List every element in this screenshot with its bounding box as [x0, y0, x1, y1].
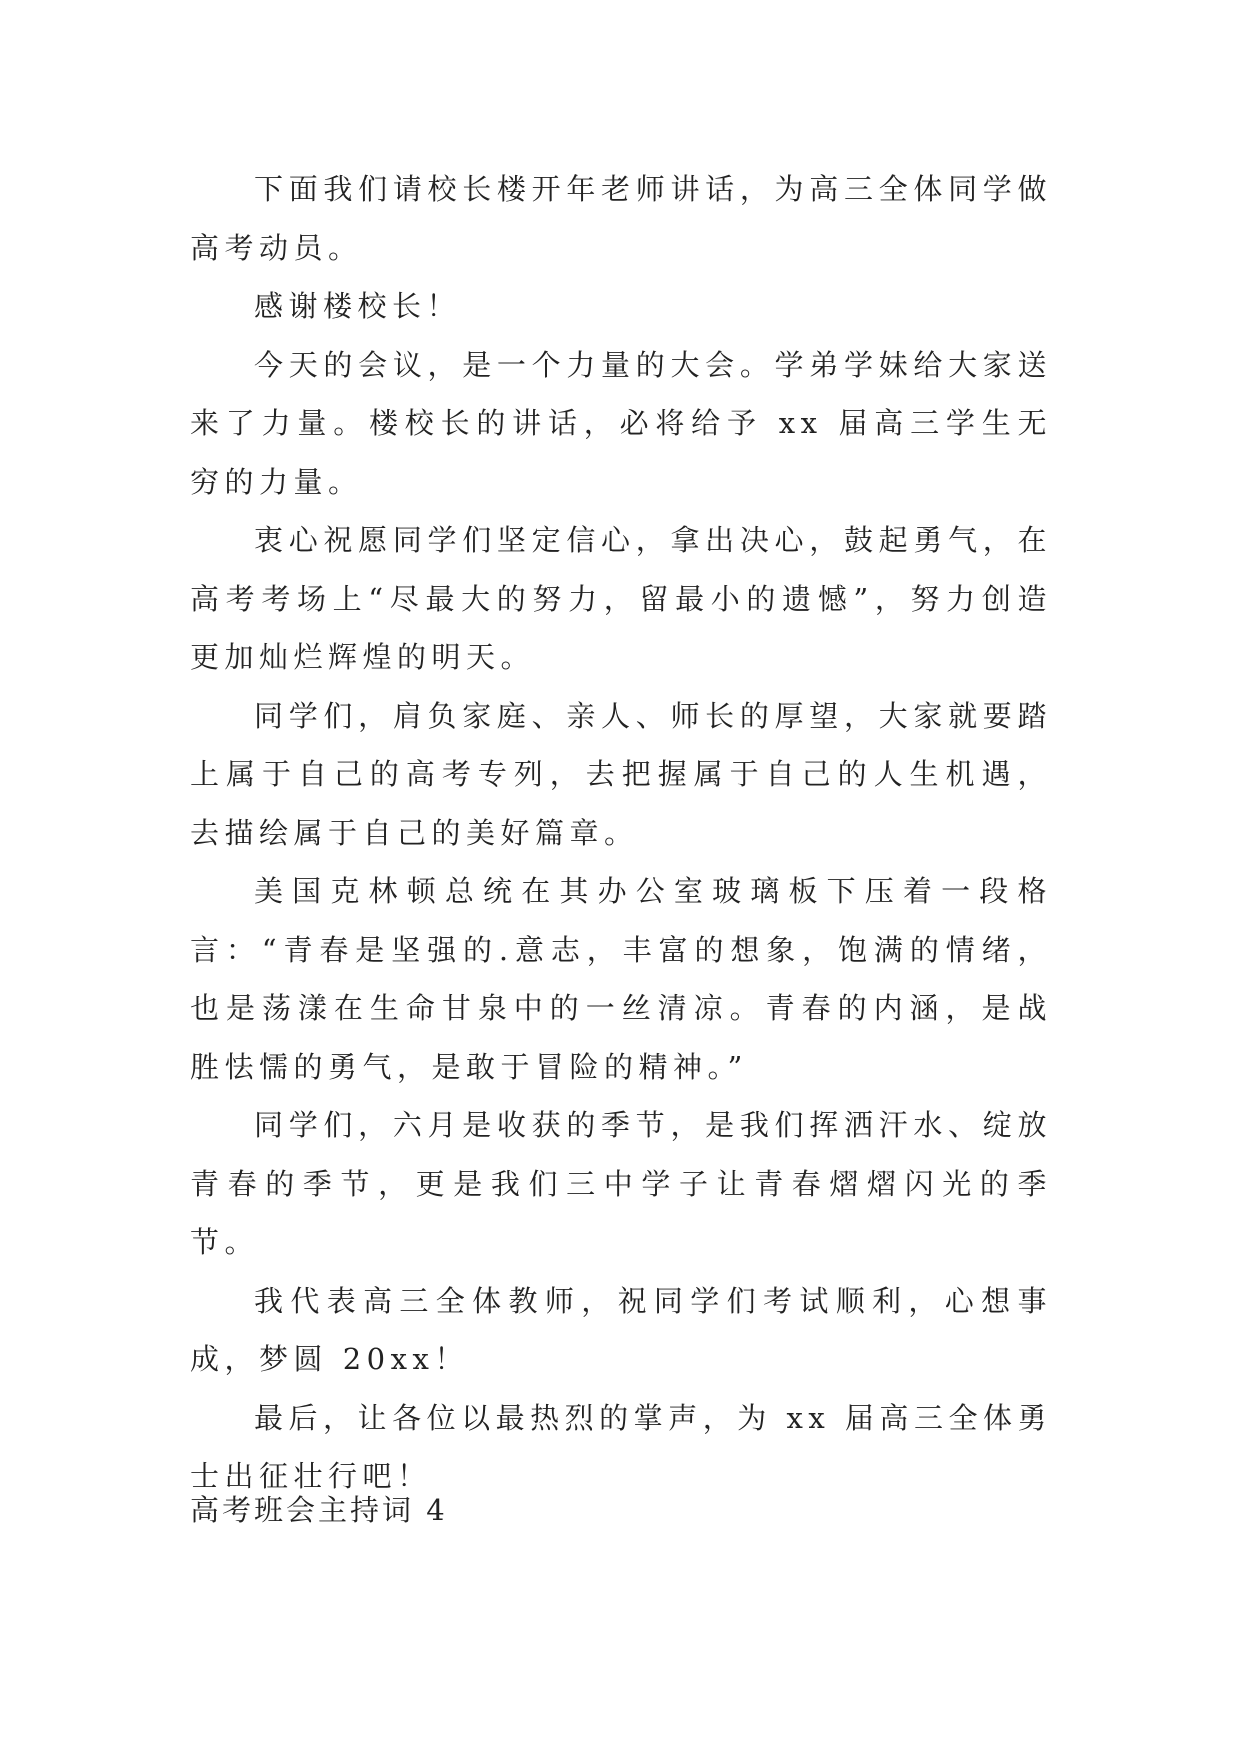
- paragraph-closing: 最后，让各位以最热烈的掌声，为 xx 届高三全体勇士出征壮行吧！: [190, 1400, 1052, 1493]
- document-body: [190, 160, 1052, 1506]
- paragraph-expectations: 同学们，肩负家庭、亲人、师长的厚望，大家就要踏上属于自己的高考专列，去把握属于自己的人生机遇，去描绘属于自己的美好篇章。: [190, 698, 1052, 850]
- section-title: 高考班会主持词 4: [190, 1493, 448, 1527]
- paragraph-june-season: 同学们，六月是收获的季节，是我们挥洒汗水、绽放青春的季节，更是我们三中学子让青春熠熠闪光的季节。: [190, 1108, 1052, 1259]
- paragraph-wishes: 衷心祝愿同学们坚定信心，拿出决心，鼓起勇气，在高考考场上“尽最大的努力，留最小的遗憾”，努力创造更加灿烂辉煌的明天。: [190, 523, 1052, 674]
- paragraph-speech-invitation: 下面我们请校长楼开年老师讲话，为高三全体同学做高考动员。: [190, 172, 1052, 265]
- paragraph-blessing: 我代表高三全体教师，祝同学们考试顺利，心想事成，梦圆 20xx！: [190, 1283, 1052, 1376]
- paragraph-thanks: 感谢楼校长！: [254, 289, 462, 323]
- paragraph-quote: 美国克林顿总统在其办公室玻璃板下压着一段格言：“青春是坚强的.意志，丰富的想象，饱满的情绪，也是荡漾在生命甘泉中的一丝清凉。青春的内涵，是战胜怯懦的勇气，是敢于冒险的精神。”: [190, 874, 1052, 1084]
- paragraph-meeting-power: 今天的会议，是一个力量的大会。学弟学妹给大家送来了力量。楼校长的讲话，必将给予 xx 届高三学生无穷的力量。: [190, 347, 1052, 499]
